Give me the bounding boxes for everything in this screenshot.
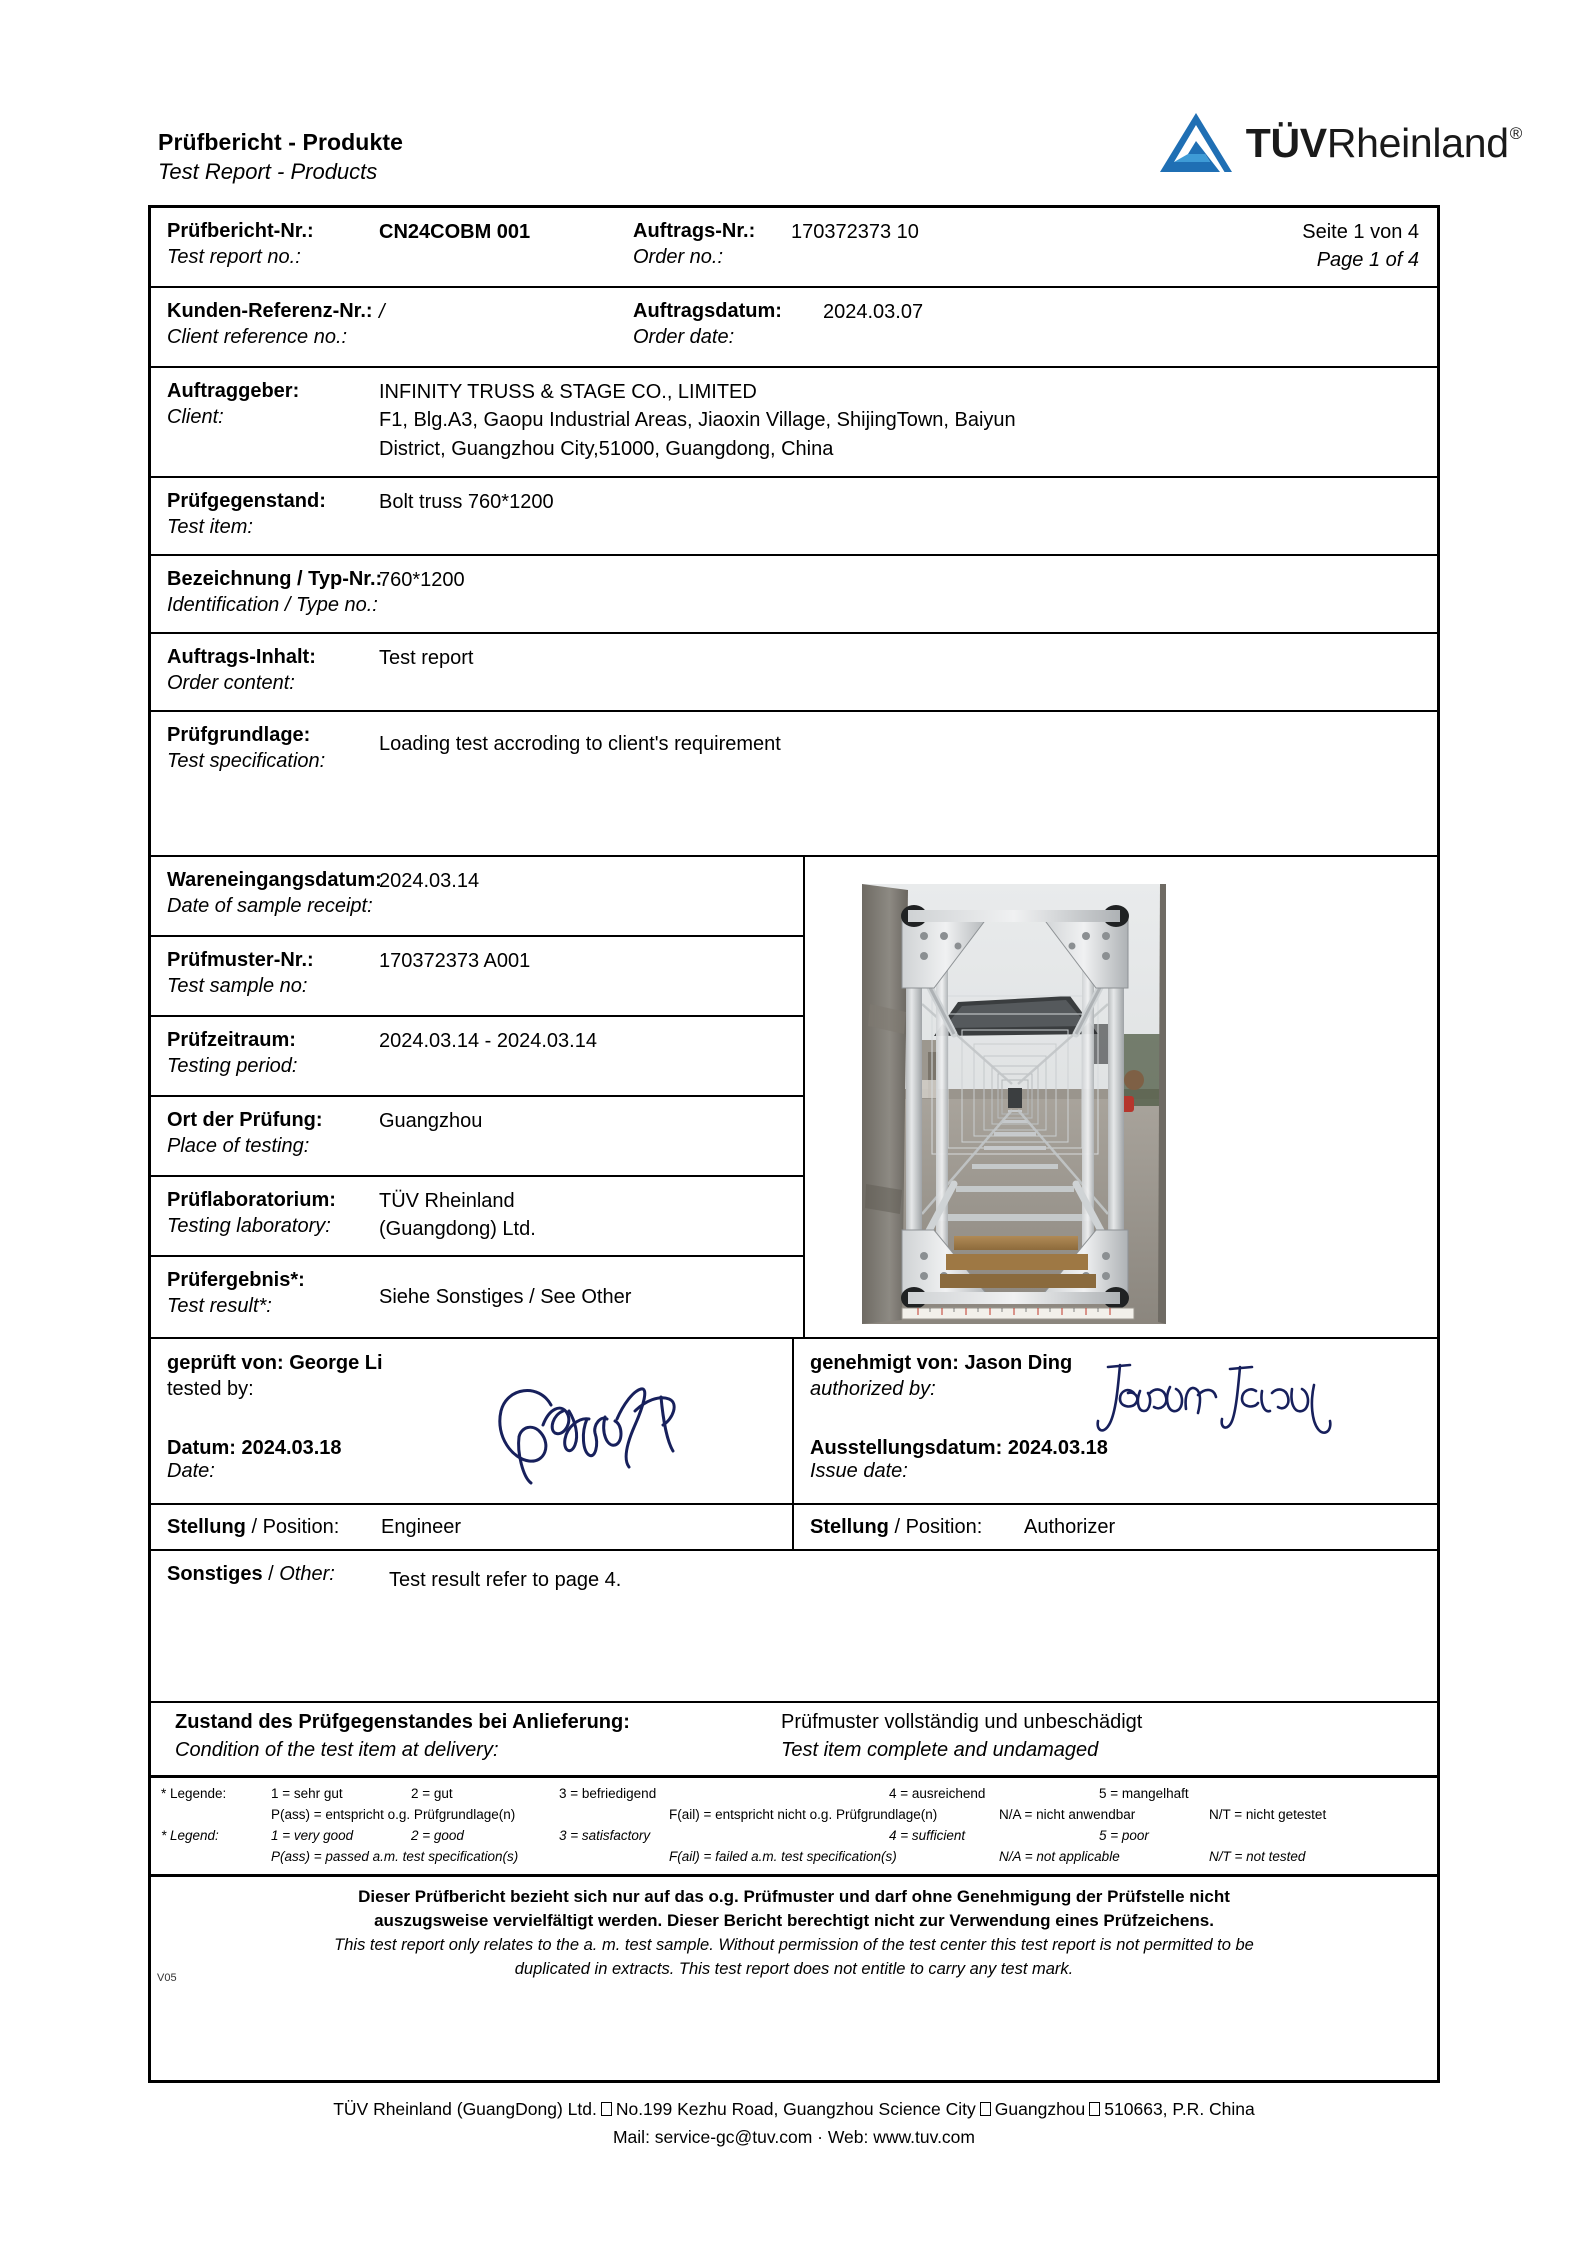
client-ref-value: /	[379, 301, 385, 323]
client-ref-label-de: Kunden-Referenz-Nr.:	[167, 300, 373, 322]
legend-en-fail: F(ail) = failed a.m. test specification(s)	[669, 1848, 897, 1864]
sample-no-value: 170372373 A001	[379, 950, 531, 972]
report-no-label	[151, 208, 373, 286]
sample-no-value-cell	[373, 937, 803, 1015]
tuv-triangle-icon	[1158, 110, 1234, 176]
legend-en-row2	[151, 1847, 1437, 1868]
testing-period-value: 2024.03.14 - 2024.03.14	[379, 1030, 597, 1052]
legend-de-fail: F(ail) = entspricht nicht o.g. Prüfgrundlage(n)	[669, 1806, 938, 1822]
legend-en-grade-1: 1 = very good	[271, 1827, 354, 1843]
legend-en-pass: P(ass) = passed a.m. test specification(s)	[271, 1848, 519, 1864]
report-no-value: CN24COBM 001	[379, 221, 531, 243]
laboratory-label-en: Testing laboratory:	[167, 1215, 331, 1237]
position-right-label	[810, 1516, 1024, 1539]
order-date-label-en: Order date:	[633, 326, 735, 348]
other-value: Test result refer to page 4.	[389, 1569, 622, 1591]
report-table	[148, 205, 1440, 2083]
test-spec-value-cell	[373, 712, 1437, 855]
test-item-label	[151, 478, 373, 554]
other-row	[151, 1551, 1437, 1703]
sample-no-label-de: Prüfmuster-Nr.:	[167, 949, 314, 971]
sample-details-left	[151, 857, 805, 1337]
client-label-de: Auftraggeber:	[167, 380, 300, 402]
place-testing-label-de: Ort der Prüfung:	[167, 1109, 323, 1131]
test-item-value-cell	[373, 478, 1437, 554]
registered-trademark-icon: ®	[1509, 123, 1522, 143]
order-date-label-de: Auftragsdatum:	[633, 300, 782, 322]
truss-photograph-icon	[862, 884, 1166, 1324]
disclaimer-de-line1: Dieser Prüfbericht bezieht sich nur auf das o.g. Prüfmuster und darf ohne Genehmigung der Prüfstelle nicht	[358, 1886, 1230, 1906]
position-left	[151, 1504, 794, 1550]
sample-photo-area	[805, 857, 1437, 1337]
position-right-label-de: Stellung	[810, 1515, 889, 1538]
header-title-en: Test Report - Products	[158, 158, 378, 184]
place-testing-label	[151, 1097, 373, 1175]
header-titles	[158, 128, 403, 185]
signature-block	[151, 1339, 1437, 1505]
test-result-value-cell	[373, 1257, 803, 1337]
row-test-item	[151, 478, 1437, 556]
test-item-value: Bolt truss 760*1200	[379, 491, 554, 513]
identification-label-en: Identification / Type no.:	[167, 594, 378, 616]
row-sample-receipt	[151, 857, 803, 937]
order-content-value-cell	[373, 634, 1437, 710]
disclaimer-en-line1: This test report only relates to the a. m. test sample. Without permission of the test center this test report is not permitted to be	[334, 1935, 1254, 1954]
identification-value: 760*1200	[379, 569, 465, 591]
other-label-de: Sonstiges	[167, 1563, 263, 1585]
logo-rheinland-text: Rheinland	[1326, 119, 1509, 166]
report-no-label-en: Test report no.:	[167, 246, 301, 268]
legend-en-grade-2: 2 = good	[411, 1827, 464, 1843]
other-label	[167, 1563, 335, 1586]
test-spec-label-en: Test specification:	[167, 750, 326, 772]
client-address-line2: District, Guangzhou City,51000, Guangdong, China	[379, 437, 834, 460]
legend-en-grade-5: 5 = poor	[1099, 1827, 1149, 1843]
position-right-sep: /	[888, 1515, 906, 1538]
client-label-en: Client:	[167, 406, 224, 428]
laboratory-label-de: Prüflaboratorium:	[167, 1189, 336, 1211]
order-content-label	[151, 634, 373, 710]
order-no-value-cell	[785, 208, 1085, 286]
jason-ding-signature-icon	[1090, 1359, 1340, 1449]
issue-date	[810, 1437, 1108, 1483]
separator-box-icon-2	[980, 2102, 991, 2116]
issue-date-value: 2024.03.18	[1007, 1437, 1108, 1459]
identification-label-de: Bezeichnung / Typ-Nr.:	[167, 568, 383, 590]
tested-by-sub: tested by:	[167, 1378, 254, 1400]
footer-contact-line: Mail: service-gc@tuv.com · Web: www.tuv.com	[612, 2127, 975, 2147]
legend-block	[151, 1778, 1437, 1877]
test-item-label-en: Test item:	[167, 516, 253, 538]
legend-de-spacer	[161, 1805, 271, 1826]
row-sample-no	[151, 937, 803, 1017]
legend-de-grade-3: 3 = befriedigend	[559, 1786, 657, 1801]
test-spec-value: Loading test accroding to client's requirement	[379, 733, 781, 755]
legend-en-nt: N/T = not tested	[1209, 1848, 1306, 1864]
legend-de-grade-2: 2 = gut	[411, 1786, 453, 1801]
legend-de-grade-5: 5 = mangelhaft	[1099, 1786, 1189, 1801]
test-result-label	[151, 1257, 373, 1337]
testing-period-label-en: Testing period:	[167, 1055, 298, 1077]
order-date-label	[623, 288, 817, 366]
other-label-en: Other:	[279, 1563, 335, 1585]
tuv-wordmark	[1245, 119, 1522, 166]
sample-receipt-label-en: Date of sample receipt:	[167, 895, 373, 917]
sample-no-label-en: Test sample no:	[167, 975, 308, 997]
order-date-value: 2024.03.07	[823, 301, 924, 323]
position-right-value: Authorizer	[1024, 1515, 1116, 1538]
footer-street: No.199 Kezhu Road, Guangzhou Science City	[615, 2099, 976, 2119]
test-item-label-de: Prüfgegenstand:	[167, 490, 326, 512]
tested-by-section	[151, 1339, 794, 1503]
row-client-reference	[151, 288, 1437, 368]
disclaimer-de-line2: auszugsweise vervielfältigt werden. Dieser Bericht berechtigt nicht zur Verwendung eines Prüfzeichens.	[374, 1911, 1214, 1931]
legend-de-row1	[151, 1784, 1437, 1805]
legend-de-title: * Legende:	[161, 1786, 227, 1801]
order-content-label-de: Auftrags-Inhalt:	[167, 646, 316, 668]
position-left-label-en: Position:	[262, 1515, 340, 1538]
order-no-label-de: Auftrags-Nr.:	[633, 220, 756, 242]
separator-box-icon-1	[601, 2102, 612, 2116]
sample-receipt-label	[151, 857, 382, 935]
row-test-result	[151, 1257, 803, 1337]
client-ref-value-cell	[373, 288, 623, 366]
client-address-line1: F1, Blg.A3, Gaopu Industrial Areas, Jiaoxin Village, ShijingTown, Baiyun	[379, 409, 1016, 432]
legend-en-grade-3: 3 = satisfactory	[559, 1827, 651, 1843]
client-value-cell	[373, 368, 1437, 476]
authorized-by-name: genehmigt von: Jason Ding	[810, 1352, 1073, 1374]
legend-en-na: N/A = not applicable	[999, 1848, 1120, 1864]
condition-value-de: Prüfmuster vollständig und unbeschädigt	[781, 1711, 1143, 1733]
disclaimer-en-line2: duplicated in extracts. This test report does not entitle to carry any test mark.	[514, 1959, 1074, 1978]
position-left-label	[167, 1516, 381, 1539]
tested-date	[167, 1437, 342, 1483]
authorized-by-sub: authorized by:	[810, 1378, 936, 1400]
issue-date-label-de: Ausstellungsdatum:	[810, 1437, 1003, 1459]
sample-receipt-value: 2024.03.14	[379, 870, 480, 892]
test-result-label-de: Prüfergebnis*:	[167, 1269, 305, 1291]
row-client	[151, 368, 1437, 478]
test-result-value: Siehe Sonstiges / See Other	[379, 1286, 632, 1308]
row-report-number	[151, 208, 1437, 288]
header-title-de: Prüfbericht - Produkte	[158, 129, 404, 155]
row-identification	[151, 556, 1437, 634]
legend-de-na: N/A = nicht anwendbar	[999, 1806, 1136, 1822]
laboratory-value-line1: TÜV Rheinland	[379, 1190, 515, 1212]
other-label-sep: /	[262, 1563, 280, 1585]
position-row	[151, 1505, 1437, 1551]
sample-no-label	[151, 937, 373, 1015]
footer-company: TÜV Rheinland (GuangDong) Ltd.	[333, 2099, 597, 2119]
test-spec-label	[151, 712, 373, 855]
order-content-label-en: Order content:	[167, 672, 295, 694]
footer-city: Guangzhou	[994, 2099, 1086, 2119]
sample-receipt-value-cell	[373, 857, 803, 935]
issue-date-label-en: Issue date:	[810, 1460, 908, 1482]
page-indicator-de: Seite 1 von 4	[1302, 221, 1419, 243]
legend-de-nt: N/T = nicht getestet	[1209, 1806, 1327, 1822]
legend-en-spacer	[161, 1847, 271, 1868]
page-indicator	[1085, 208, 1437, 286]
row-test-specification	[151, 712, 1437, 857]
laboratory-value-cell	[373, 1177, 803, 1255]
condition-label-de: Zustand des Prüfgegenstandes bei Anlieferung:	[175, 1711, 630, 1733]
position-left-sep: /	[245, 1515, 263, 1538]
legend-en-row1	[151, 1826, 1437, 1847]
sample-receipt-label-de: Wareneingangsdatum:	[167, 869, 382, 891]
testing-period-value-cell	[373, 1017, 803, 1095]
legend-en-grade-4: 4 = sufficient	[889, 1827, 966, 1843]
legend-de-row2	[151, 1805, 1437, 1826]
row-order-content	[151, 634, 1437, 712]
client-label	[151, 368, 373, 476]
separator-box-icon-3	[1089, 2102, 1100, 2116]
place-testing-value: Guangzhou	[379, 1110, 483, 1132]
condition-value-en: Test item complete and undamaged	[781, 1739, 1099, 1761]
page-indicator-en: Page 1 of 4	[1316, 249, 1419, 272]
position-right	[794, 1516, 1437, 1539]
sample-photo	[862, 884, 1166, 1324]
condition-row	[151, 1703, 1437, 1778]
report-no-label-de: Prüfbericht-Nr.:	[167, 220, 314, 242]
order-no-label	[623, 208, 785, 286]
version-mark: V05	[157, 1971, 177, 1984]
tested-date-label-en: Date:	[167, 1460, 215, 1482]
tested-date-label-de: Datum:	[167, 1437, 236, 1459]
order-date-value-cell	[817, 288, 1437, 366]
identification-value-cell	[373, 556, 1437, 632]
testing-period-label	[151, 1017, 373, 1095]
order-no-value: 170372373 10	[791, 221, 919, 243]
laboratory-value-line2: (Guangdong) Ltd.	[379, 1218, 536, 1241]
row-testing-laboratory	[151, 1177, 803, 1257]
test-spec-label-de: Prüfgrundlage:	[167, 724, 311, 746]
legend-de-grade-4: 4 = ausreichend	[889, 1786, 986, 1801]
tested-by-name: geprüft von: George Li	[167, 1352, 383, 1374]
document-header	[0, 110, 1588, 200]
position-right-label-en: Position:	[905, 1515, 983, 1538]
footer-address-line	[0, 2095, 1588, 2123]
row-place-of-testing	[151, 1097, 803, 1177]
authorized-by-section	[794, 1339, 1437, 1503]
client-ref-label-en: Client reference no.:	[167, 326, 348, 348]
footer-postal: 510663, P.R. China	[1104, 2099, 1255, 2119]
position-left-value: Engineer	[381, 1515, 462, 1538]
sample-details-block	[151, 857, 1437, 1339]
logo-tuv-text: TÜV	[1245, 119, 1327, 166]
test-result-label-en: Test result*:	[167, 1295, 272, 1317]
report-no-value-cell	[373, 208, 623, 286]
tuv-rheinland-logo	[1158, 110, 1522, 176]
tested-date-value: 2024.03.18	[241, 1437, 342, 1459]
order-content-value: Test report	[379, 647, 474, 669]
place-testing-label-en: Place of testing:	[167, 1135, 310, 1157]
place-testing-value-cell	[373, 1097, 803, 1175]
row-testing-period	[151, 1017, 803, 1097]
laboratory-label	[151, 1177, 373, 1255]
testing-period-label-de: Prüfzeitraum:	[167, 1029, 296, 1051]
identification-label	[151, 556, 383, 632]
document-footer	[0, 2095, 1588, 2151]
legend-en-title: * Legend:	[161, 1827, 219, 1843]
order-no-label-en: Order no.:	[633, 246, 724, 268]
client-ref-label	[151, 288, 373, 366]
client-company-name: INFINITY TRUSS & STAGE CO., LIMITED	[379, 381, 757, 403]
legend-de-pass: P(ass) = entspricht o.g. Prüfgrundlage(n)	[271, 1806, 516, 1822]
position-left-label-de: Stellung	[167, 1515, 246, 1538]
george-li-signature-icon	[483, 1367, 713, 1487]
legend-de-grade-1: 1 = sehr gut	[271, 1786, 343, 1801]
disclaimer-block	[151, 1877, 1437, 1988]
condition-label-en: Condition of the test item at delivery:	[175, 1739, 499, 1761]
